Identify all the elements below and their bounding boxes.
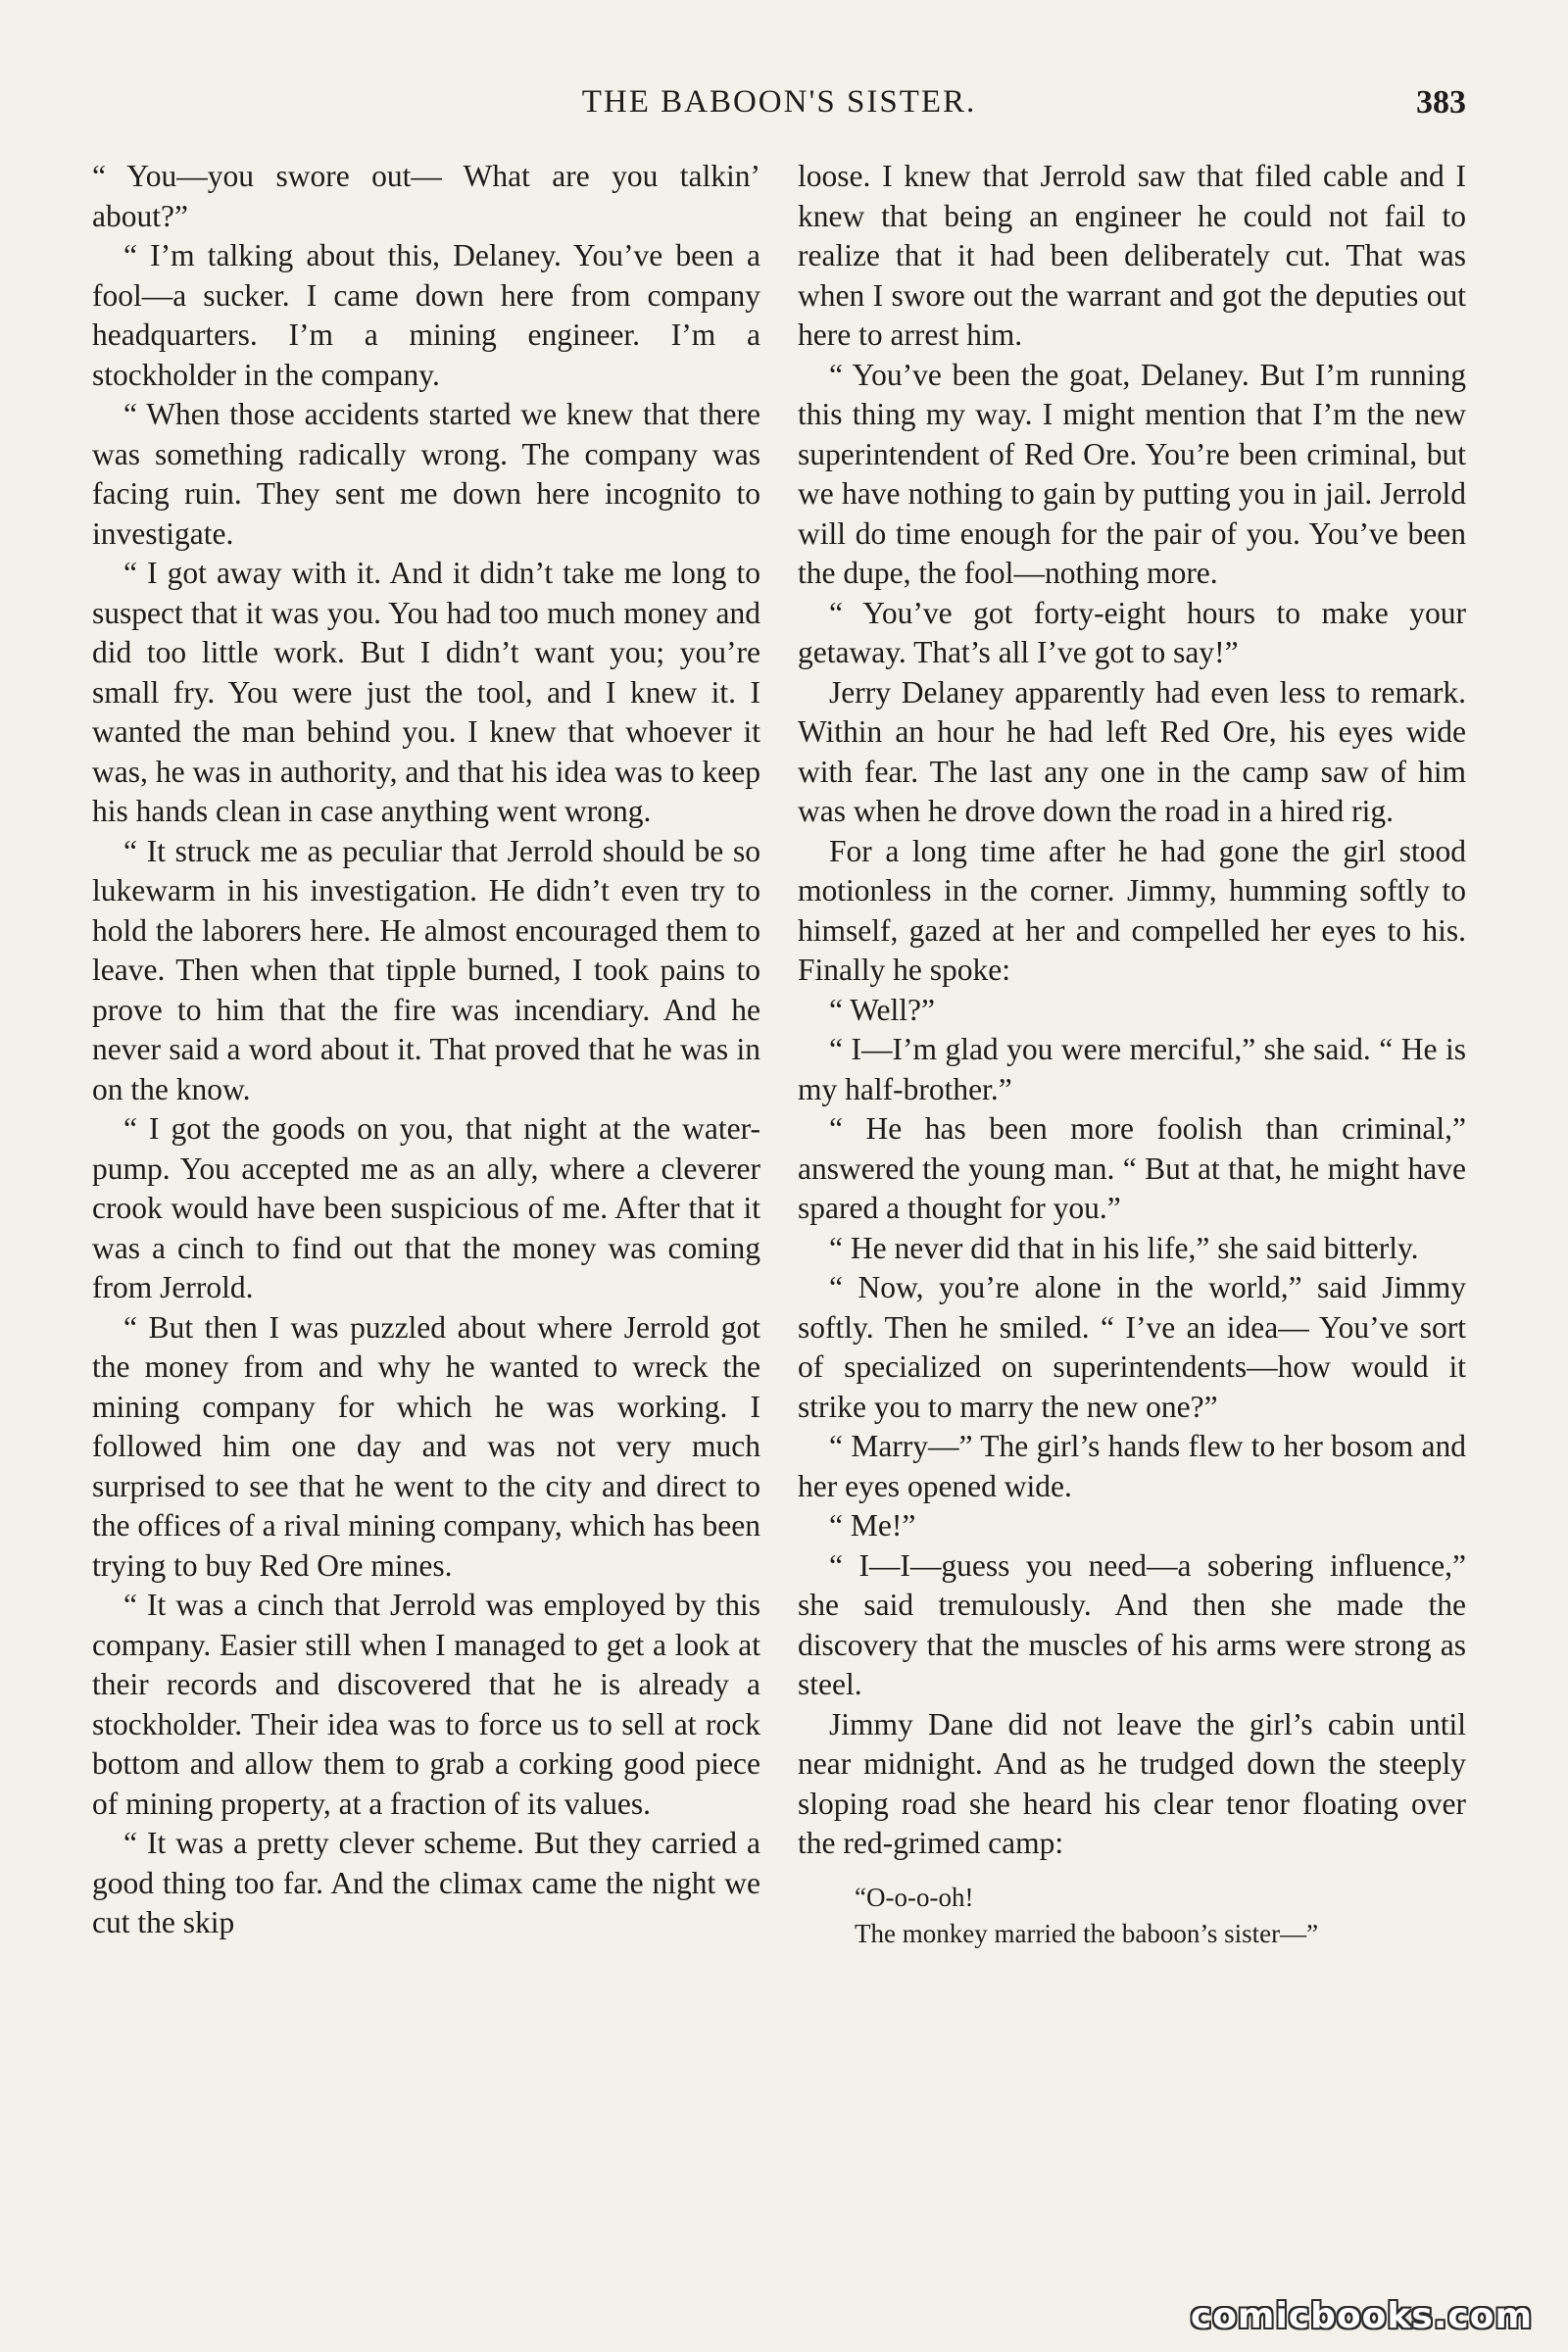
paragraph: “ When those accidents started we knew that there was something radically wrong. The company was facing ruin. They sent me down here incognito to investigate. <box>92 397 760 551</box>
paragraph: loose. I knew that Jerrold saw that filed cable and I knew that being an engineer he could not fail to realize that it had been deliberately cut. That was when I swore out the warrant and got the deputies out here to arrest him. <box>798 159 1466 352</box>
paragraph: “ Now, you’re alone in the world,” said Jimmy softly. Then he smiled. “ I’ve an idea— You’ve sort of specialized on superintendents—how would it strike you to marry the new one?” <box>798 1270 1466 1424</box>
paragraph: “ Marry—” The girl’s hands flew to her bosom and her eyes opened wide. <box>798 1429 1466 1503</box>
paragraph: “ Me!” <box>829 1508 916 1543</box>
page-number: 383 <box>1416 84 1466 121</box>
paragraph: “ It struck me as peculiar that Jerrold should be so lukewarm in his investigation. He didn’t even try to hold the laborers here. He almost encouraged them to leave. Then when that tipple burned, I took pains to prove to him that the fire was incendiary. And he never said a word about it. That proved that he was in on the know. <box>92 833 760 1106</box>
paragraph: “ I’m talking about this, Delaney. You’ve been a fool—a sucker. I came down here from company headquarters. I’m a mining engineer. I’m a stockholder in the company. <box>92 238 760 392</box>
song-verse <box>855 1880 1466 1952</box>
paragraph: For a long time after he had gone the girl stood motionless in the corner. Jimmy, humming softly to himself, gazed at her and compelled her eyes to his. Finally he spoke: <box>798 833 1466 987</box>
verse-line: The monkey married the baboon’s sister—” <box>855 1918 1319 1948</box>
story-title: THE BABOON'S SISTER. <box>581 84 977 120</box>
site-watermark: comicbooks.com <box>1190 2296 1533 2336</box>
paragraph: “ You’ve got forty-eight hours to make your getaway. That’s all I’ve got to say!” <box>798 595 1466 669</box>
paragraph: “ I got away with it. And it didn’t take me long to suspect that it was you. You had too much money and did too little work. But I didn’t want you; you’re small fry. You were just the tool, and I knew it. I wanted the man behind you. I knew that whoever it was, he was in authority, and that his idea was to keep his hands clean in case anything went wrong. <box>92 556 760 828</box>
left-column <box>92 157 760 1943</box>
paragraph: “ But then I was puzzled about where Jerrold got the money from and why he wanted to wreck the mining company for which he was working. I followed him one day and was not very much surprised to see that he went to the city and direct to the offices of a rival mining company, which has been trying to buy Red Ore mines. <box>92 1309 760 1583</box>
right-column <box>798 157 1466 1952</box>
paragraph: “ It was a cinch that Jerrold was employed by this company. Easier still when I managed to get a look at their records and discovered that he is already a stockholder. Their idea was to force us to sell at rock bottom and allow them to grab a corking good piece of mining property, at a fraction of its values. <box>92 1588 760 1821</box>
paragraph: “ You’ve been the goat, Delaney. But I’m running this thing my way. I might mention that I’m the new superintendent of Red Ore. You’re been criminal, but we have nothing to gain by putting you in jail. Jerrold will do time enough for the pair of you. You’ve been the dupe, the fool—nothing more. <box>798 357 1466 590</box>
running-header <box>92 80 1466 129</box>
paragraph: “ It was a pretty clever scheme. But they carried a good thing too far. And the climax came the night we cut the skip <box>92 1826 760 1939</box>
paragraph: Jimmy Dane did not leave the girl’s cabin until near midnight. And as he trudged down the steeply sloping road she heard his clear tenor floating over the red-grimed camp: <box>798 1706 1466 1860</box>
paragraph: “ I got the goods on you, that night at the water-pump. You accepted me as an ally, where a cleverer crook would have been suspicious of me. After that it was a cinch to find out that the money was coming from Jerrold. <box>92 1111 760 1304</box>
paragraph: “ He has been more foolish than criminal,” answered the young man. “ But at that, he might have spared a thought for you.” <box>798 1111 1466 1225</box>
paragraph: “ I—I’m glad you were merciful,” she said. “ He is my half-brother.” <box>798 1032 1466 1106</box>
paragraph: Jerry Delaney apparently had even less to remark. Within an hour he had left Red Ore, his eyes wide with fear. The last any one in the camp saw of him was when he drove down the road in a hired rig. <box>798 674 1466 828</box>
paragraph: “ You—you swore out— What are you talkin’ about?” <box>92 159 760 233</box>
paragraph: “ He never did that in his life,” she said bitterly. <box>829 1230 1419 1265</box>
paragraph: “ Well?” <box>829 992 935 1027</box>
paragraph: “ I—I—guess you need—a sobering influence,” she said tremulously. And then she made the discovery that the muscles of his arms were strong as steel. <box>798 1547 1466 1701</box>
verse-line: “O-o-o-oh! <box>855 1882 974 1912</box>
